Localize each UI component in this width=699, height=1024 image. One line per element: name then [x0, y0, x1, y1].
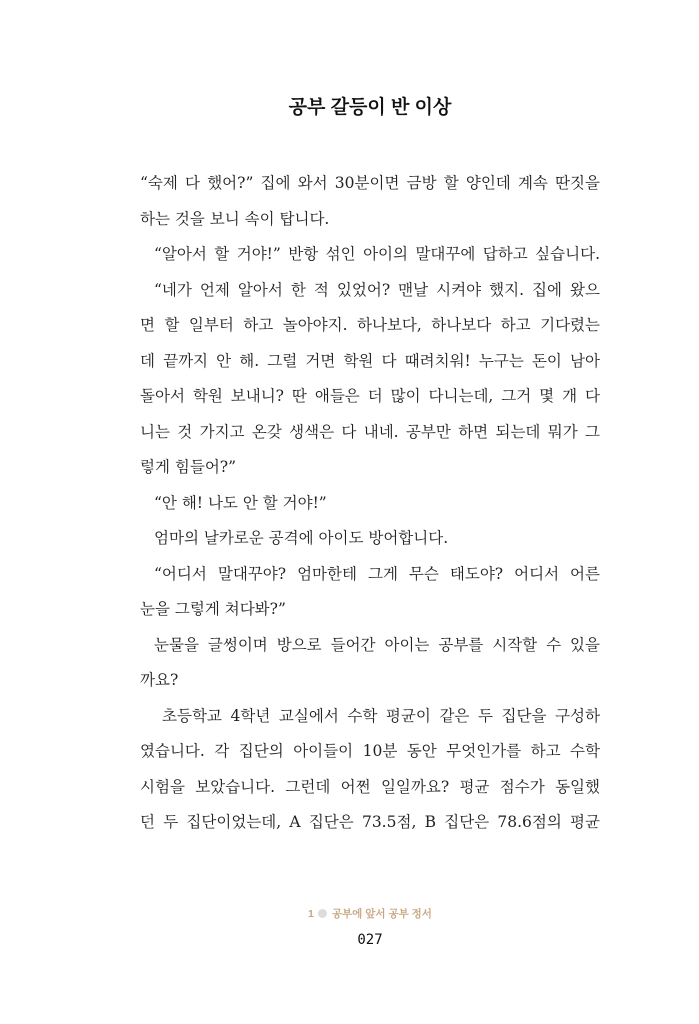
- text-line: 눈물을 글썽이며 방으로 들어간 아이는 공부를 시작할 수 있을: [154, 635, 600, 654]
- text-line: “네가 언제 알아서 한 적 있었어? 맨날 시켜야 했지. 집에 왔으: [154, 280, 600, 299]
- text-line: 엄마의 날카로운 공격에 아이도 방어합니다.: [154, 529, 449, 547]
- running-footer: [140, 906, 600, 921]
- text-line: “안 해! 나도 안 할 거야!”: [154, 493, 327, 512]
- text-line: 면 할 일부터 하고 놀아야지. 하나보다, 하나보다 하고 기다렸는: [140, 316, 600, 334]
- text-line: 눈을 그렇게 쳐다봐?”: [140, 600, 286, 618]
- text-line: 렇게 힘들어?”: [140, 458, 237, 476]
- text-line: 시험을 보았습니다. 그런데 어쩐 일일까요? 평균 점수가 동일했: [140, 777, 600, 796]
- circle-dot-icon: [318, 909, 327, 918]
- body-text: [140, 166, 600, 841]
- text-line: “숙제 다 했어?” 집에 와서 30분이면 금방 할 양인데 계속 딴짓을: [140, 174, 600, 192]
- text-line: 데 끝까지 안 해. 그럴 거면 학원 다 때려치워! 누구는 돈이 남아: [140, 351, 600, 370]
- text-line: 던 두 집단이었는데, A 집단은 73.5점, B 집단은 78.6점의 평균: [140, 813, 600, 831]
- text-line: 초등학교 4학년 교실에서 수학 평균이 같은 두 집단을 구성하: [162, 706, 600, 725]
- text-line: “알아서 할 거야!” 반항 섞인 아이의 말대꾸에 답하고 싶습니다.: [154, 245, 600, 263]
- text-line: 까요?: [140, 671, 179, 689]
- text-line: 돌아서 학원 보내니? 딴 애들은 더 많이 다니는데, 그거 몇 개 다: [140, 387, 600, 405]
- section-title: 공부 갈등이 반 이상: [288, 97, 452, 118]
- text-line: 였습니다. 각 집단의 아이들이 10분 동안 무엇인가를 하고 수학: [140, 742, 600, 760]
- chapter-title: 공부에 앞서 공부 정서: [331, 908, 432, 920]
- text-line: 니는 것 가지고 온갖 생색은 다 내네. 공부만 하면 되는데 뭐가 그: [140, 422, 600, 441]
- page-number: 027: [357, 932, 383, 948]
- chapter-number: 1: [308, 908, 314, 920]
- text-line: 하는 것을 보니 속이 탑니다.: [140, 209, 330, 228]
- text-line: “어디서 말대꾸야? 엄마한테 그게 무슨 태도야? 어디서 어른: [154, 564, 600, 583]
